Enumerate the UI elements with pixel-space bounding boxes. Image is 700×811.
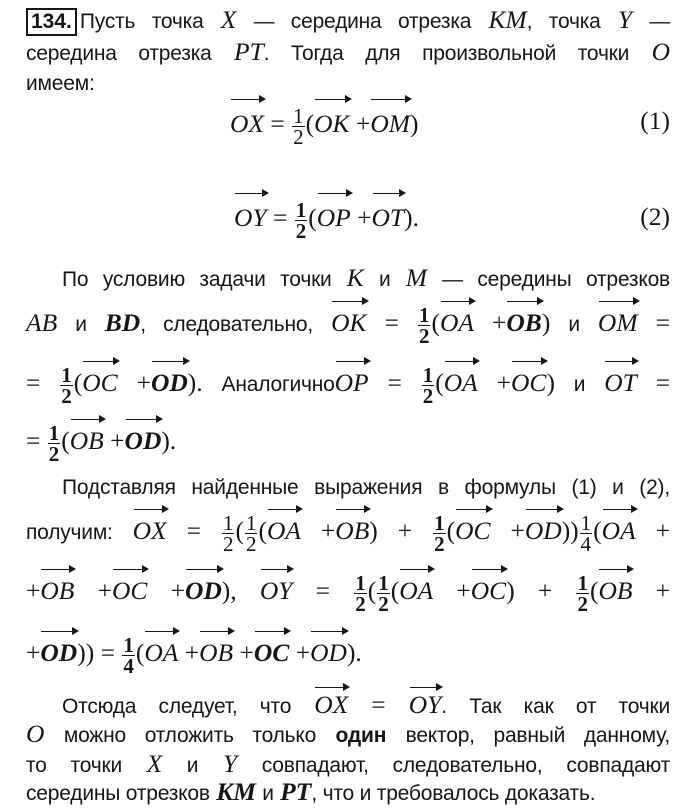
numerator: 1 bbox=[434, 510, 445, 535]
text: середина отрезка bbox=[26, 42, 212, 65]
text: и bbox=[75, 313, 87, 336]
text: , что и требовалось доказать. bbox=[311, 782, 596, 805]
text: и bbox=[573, 373, 586, 396]
var-ab: AB bbox=[26, 308, 58, 337]
text: Пусть точка bbox=[79, 10, 204, 33]
paren: ). bbox=[404, 203, 419, 232]
vector-oc: OC bbox=[511, 358, 546, 405]
text: совпадают, следовательно, совпадают bbox=[261, 754, 671, 777]
denominator: 2 bbox=[293, 124, 304, 149]
fraction bbox=[433, 510, 446, 556]
denominator: 2 bbox=[222, 531, 234, 556]
numerator: 1 bbox=[418, 302, 430, 327]
plus: + bbox=[357, 203, 372, 232]
var-pt: PT bbox=[234, 37, 264, 66]
var-y: Y bbox=[222, 749, 238, 778]
fraction bbox=[122, 632, 135, 678]
numerator: 1 bbox=[577, 570, 588, 595]
var-k: K bbox=[346, 263, 364, 292]
denominator: 2 bbox=[48, 441, 60, 466]
text: получим: bbox=[26, 521, 113, 544]
vector-ox: OX bbox=[314, 684, 348, 723]
text: — середины отрезков bbox=[442, 268, 671, 291]
numerator: 1 bbox=[295, 197, 307, 222]
para2-line-3: = $\frac{1}{2}$ (OC +OD). АналогичноOP = $\frac{1}{2}$ (OA +OC) и OT = bbox=[26, 358, 670, 407]
paren: ). bbox=[161, 426, 177, 455]
para4-line-2 bbox=[26, 718, 670, 752]
paren: ( bbox=[305, 109, 315, 138]
equals: = bbox=[186, 516, 201, 545]
fraction bbox=[418, 302, 431, 348]
text: вектор, равный данному, bbox=[405, 724, 670, 747]
intro-line-1 bbox=[26, 4, 670, 38]
vector-ox: OX bbox=[230, 96, 264, 149]
vector-ob: OB bbox=[40, 566, 74, 613]
equals: = bbox=[384, 308, 399, 337]
paren: ). bbox=[346, 638, 362, 667]
vector-oa: OA bbox=[399, 566, 433, 613]
vector-ob: OB bbox=[335, 506, 369, 553]
equals: = bbox=[270, 109, 285, 138]
paren: ). bbox=[187, 368, 203, 397]
numerator: 1 bbox=[293, 103, 304, 128]
vector-oa: OA bbox=[444, 358, 478, 405]
text: По условию задачи точки bbox=[62, 268, 332, 291]
denominator: 2 bbox=[295, 218, 307, 243]
text: Отсюда следует, что bbox=[62, 695, 292, 718]
fraction bbox=[295, 197, 308, 243]
vector-oc: OC bbox=[455, 506, 490, 553]
text: Аналогично bbox=[221, 373, 335, 396]
vector-od: OD bbox=[40, 628, 77, 675]
equals: = bbox=[26, 426, 41, 455]
para3-line-1 bbox=[62, 470, 670, 504]
numerator: 1 bbox=[61, 362, 72, 387]
text: середины отрезков bbox=[26, 782, 210, 805]
para3-line-3: +OB +OC +OD), OY = $\frac{1}{2}$ ( $\frac{1}{2}$ (OA +OC) + $\frac{1}{2}$ (OB + bbox=[26, 566, 670, 614]
numerator: 1 bbox=[355, 570, 366, 595]
equals: = bbox=[371, 690, 386, 719]
para2-line-4: = $\frac{1}{2}$ (OB +OD). bbox=[26, 416, 670, 464]
text: то точки bbox=[26, 754, 122, 777]
vector-op: OP bbox=[335, 358, 369, 405]
vector-oc: OC bbox=[82, 358, 117, 405]
paren: ( bbox=[308, 203, 317, 232]
vector-ob: OB bbox=[598, 566, 632, 613]
fraction bbox=[60, 362, 73, 408]
numerator: 1 bbox=[222, 510, 234, 535]
vector-od: OD bbox=[151, 358, 188, 405]
text-bold: один bbox=[335, 724, 387, 747]
vector-od: OD bbox=[525, 506, 562, 553]
text: , следовательно, bbox=[140, 313, 314, 336]
text: — середина отрезка bbox=[253, 10, 472, 33]
var-km: KM bbox=[216, 777, 256, 806]
fraction bbox=[354, 570, 367, 616]
numerator: 1 bbox=[123, 632, 134, 657]
vector-ot: OT bbox=[604, 358, 637, 405]
text: и bbox=[186, 754, 199, 777]
denominator: 2 bbox=[378, 591, 389, 616]
vector-ox: OX bbox=[133, 506, 167, 553]
fraction bbox=[245, 510, 258, 556]
text: — bbox=[649, 10, 671, 33]
text: можно отложить только bbox=[63, 724, 317, 747]
denominator: 2 bbox=[422, 383, 434, 408]
fraction bbox=[580, 510, 593, 556]
text: , точка bbox=[526, 10, 601, 33]
para3-line-2: получим: OX = $\frac{1}{2}$ ( $\frac{1}{2}$ (OA +OB) + $\frac{1}{2}$ (OC +OD)) $\frac{1}{4}$ (OA + bbox=[26, 506, 670, 555]
denominator: 2 bbox=[577, 591, 588, 616]
var-o: O bbox=[26, 719, 45, 748]
vector-oc: OC bbox=[112, 566, 147, 613]
denominator: 2 bbox=[61, 383, 72, 408]
vector-od: OD bbox=[310, 628, 347, 675]
var-km: KM bbox=[488, 5, 527, 34]
equals: = bbox=[26, 368, 41, 397]
var-x: X bbox=[220, 5, 237, 34]
vector-od: OD bbox=[185, 566, 222, 613]
text: имеем: bbox=[26, 72, 95, 95]
var-y: Y bbox=[617, 5, 633, 34]
denominator: 4 bbox=[123, 653, 134, 678]
denominator: 4 bbox=[580, 531, 592, 556]
var-m: M bbox=[405, 263, 427, 292]
vector-ok: OK bbox=[314, 96, 349, 149]
paren: )) = bbox=[77, 638, 115, 667]
para2-line-2: AB и BD, следовательно, OK = $\frac{1}{2}$ (OA +OB) и OM = bbox=[26, 298, 670, 347]
vector-oy: OY bbox=[234, 190, 267, 243]
fraction bbox=[422, 362, 435, 408]
denominator: 2 bbox=[434, 531, 445, 556]
vector-ot: OT bbox=[372, 190, 405, 243]
fraction bbox=[377, 570, 390, 616]
vector-op: OP bbox=[317, 190, 351, 243]
vector-oa: OA bbox=[144, 628, 178, 675]
var-x: X bbox=[146, 749, 163, 778]
var-o: O bbox=[651, 37, 671, 66]
vector-ob: OB bbox=[70, 416, 104, 463]
numerator: 1 bbox=[422, 362, 434, 387]
vector-oy: OY bbox=[260, 566, 293, 613]
vector-oa: OA bbox=[440, 298, 474, 345]
vector-om: OM bbox=[598, 298, 638, 345]
equals: = bbox=[272, 203, 288, 232]
text: и bbox=[262, 782, 274, 805]
vector-oa: OA bbox=[602, 506, 636, 553]
formula-2 bbox=[234, 190, 419, 243]
vector-oy: OY bbox=[409, 684, 442, 723]
equation-label-2: (2) bbox=[640, 202, 670, 231]
text: Подставляя найденные выражения в формулы (1) и (2), bbox=[62, 476, 670, 499]
numerator: 1 bbox=[245, 510, 257, 535]
fraction bbox=[48, 420, 61, 466]
text: . Так как от точки bbox=[441, 695, 671, 718]
equals: = bbox=[655, 308, 670, 337]
paren: ), bbox=[221, 576, 237, 605]
paren: ) bbox=[410, 109, 419, 138]
para3-line-4: +OD)) = $\frac{1}{4}$ (OA +OB +OC +OD). bbox=[26, 628, 670, 676]
vector-om: OM bbox=[370, 96, 410, 149]
para2-line-1 bbox=[62, 262, 670, 296]
var-bd: BD bbox=[104, 308, 141, 337]
equals: = bbox=[655, 368, 671, 397]
vector-ob: OB bbox=[506, 298, 541, 345]
numerator: 1 bbox=[48, 420, 60, 445]
denominator: 2 bbox=[355, 591, 366, 616]
vector-oc: OC bbox=[471, 566, 506, 613]
vector-ok: OK bbox=[331, 298, 366, 345]
vector-od: OD bbox=[125, 416, 162, 463]
vector-oc: OC bbox=[254, 628, 289, 675]
denominator: 2 bbox=[418, 323, 430, 348]
problem-number: 134. bbox=[26, 8, 77, 36]
text: . Тогда для произвольной точки bbox=[263, 42, 630, 65]
fraction bbox=[222, 510, 235, 556]
numerator: 1 bbox=[580, 510, 592, 535]
denominator: 2 bbox=[245, 531, 257, 556]
vector-oa: OA bbox=[267, 506, 301, 553]
vector-ob: OB bbox=[199, 628, 233, 675]
intro-line-2 bbox=[26, 36, 670, 70]
fraction bbox=[292, 103, 305, 149]
para4-line-4 bbox=[26, 776, 670, 810]
var-pt: PT bbox=[280, 777, 312, 806]
formula-1 bbox=[230, 96, 419, 149]
equation-label-1: (1) bbox=[640, 106, 670, 135]
fraction bbox=[576, 570, 589, 616]
plus: + bbox=[355, 109, 371, 138]
text: и bbox=[378, 268, 391, 291]
equals: = bbox=[387, 368, 402, 397]
text: и bbox=[568, 313, 580, 336]
numerator: 1 bbox=[378, 570, 389, 595]
